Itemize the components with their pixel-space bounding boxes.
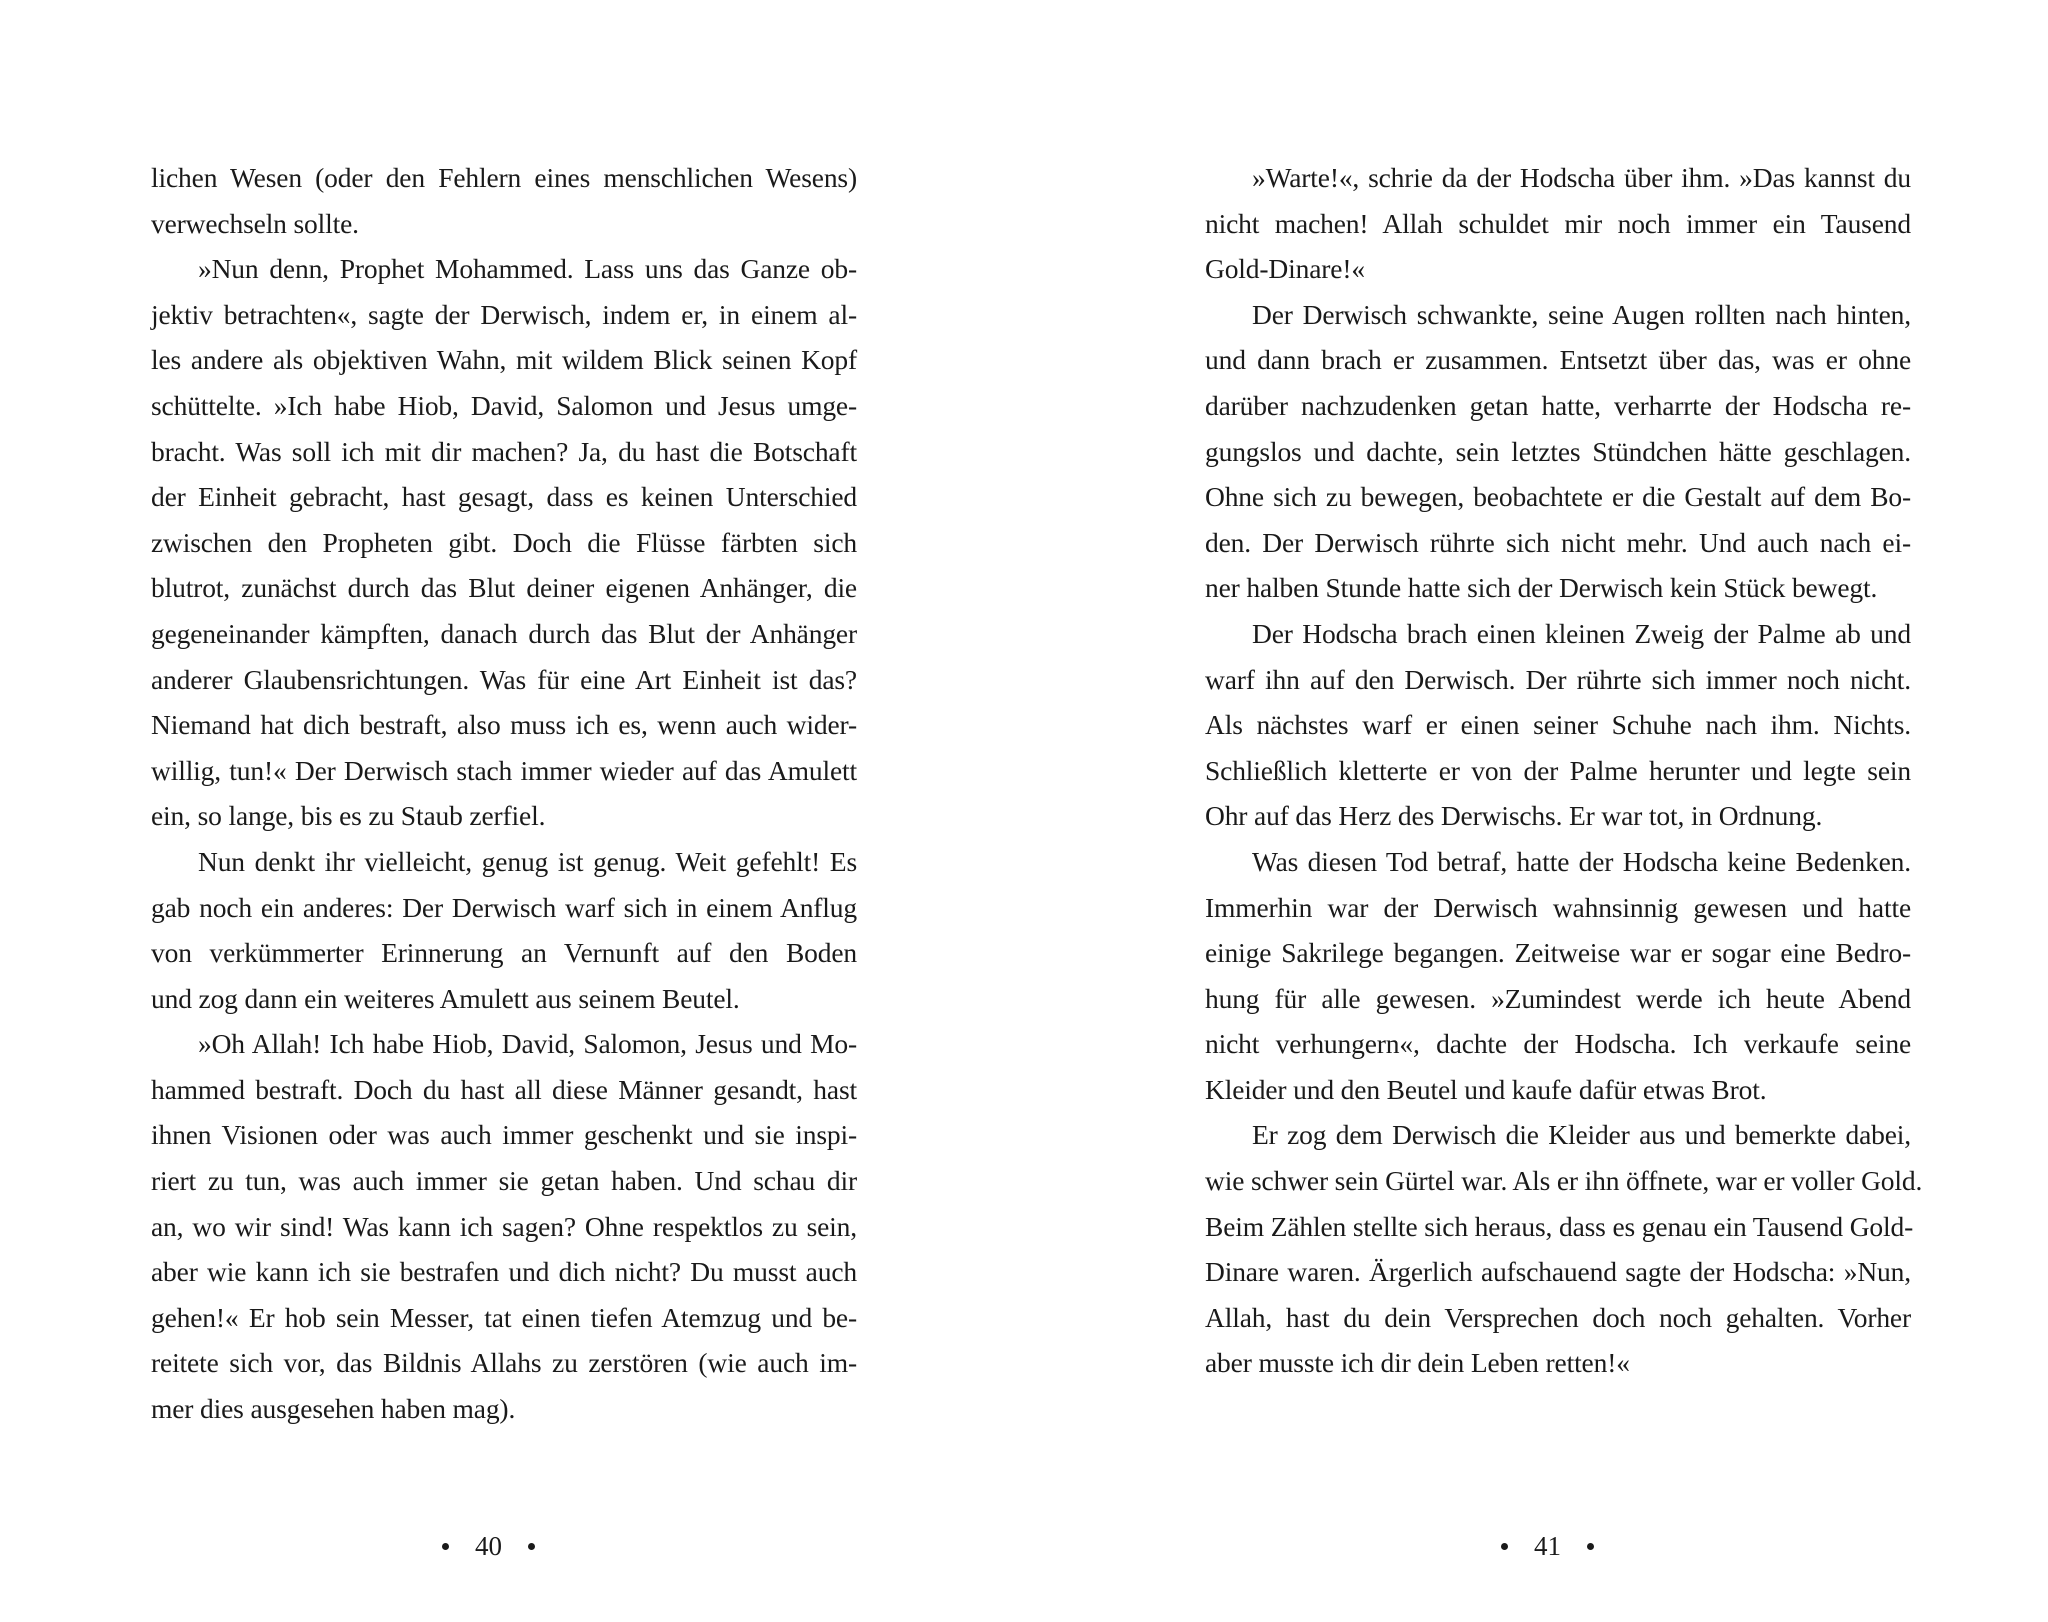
page-number: 40 [475,1531,502,1561]
text-line: und dann brach er zusammen. Entsetzt über das, was er ohne [1205,344,1911,376]
folio-dot-icon [1587,1543,1594,1550]
text-line: hammed bestraft. Doch du hast all diese Männer gesandt, hast [151,1073,857,1105]
folio-dot-icon [1501,1543,1508,1550]
text-line: anderer Glaubensrichtungen. Was für eine Art Einheit ist das? [151,663,857,695]
text-line: gehen!« Er hob sein Messer, tat einen tiefen Atemzug und be- [151,1301,857,1333]
text-line: der Einheit gebracht, hast gesagt, dass es keinen Unterschied [151,481,857,513]
text-line: Ohne sich zu bewegen, beobachtete er die Gestalt auf dem Bo- [1205,481,1911,513]
text-line: Nun denkt ihr vielleicht, genug ist genug. Weit gefehlt! Es [198,845,857,877]
text-line: ein, so lange, bis es zu Staub zerfiel. [151,800,546,832]
text-line: Dinare waren. Ärgerlich aufschauend sagte der Hodscha: »Nun, [1205,1256,1911,1288]
text-line: verwechseln sollte. [151,207,359,239]
text-line: Der Derwisch schwankte, seine Augen rollten nach hinten, [1252,298,1911,330]
text-line: Gold-Dinare!« [1205,253,1365,285]
folio-dot-icon [528,1543,535,1550]
folio-dot-icon [442,1543,449,1550]
text-line: von verkümmerter Erinnerung an Vernunft auf den Boden [151,937,857,969]
text-line: nicht machen! Allah schuldet mir noch immer ein Tausend [1205,207,1911,239]
text-line: Der Hodscha brach einen kleinen Zweig der Palme ab und [1252,617,1911,649]
text-line: »Nun denn, Prophet Mohammed. Lass uns das Ganze ob- [198,253,857,285]
text-line: aber wie kann ich sie bestrafen und dich nicht? Du musst auch [151,1256,857,1288]
text-line: warf ihn auf den Derwisch. Der rührte sich immer noch nicht. [1205,663,1911,695]
text-line: aber musste ich dir dein Leben retten!« [1205,1347,1630,1379]
text-line: Er zog dem Derwisch die Kleider aus und bemerkte dabei, [1252,1119,1911,1151]
text-line: Immerhin war der Derwisch wahnsinnig gewesen und hatte [1205,891,1911,923]
text-line: an, wo wir sind! Was kann ich sagen? Ohne respektlos zu sein, [151,1210,857,1242]
text-line: Kleider und den Beutel und kaufe dafür etwas Brot. [1205,1073,1767,1105]
text-line: »Warte!«, schrie da der Hodscha über ihm. »Das kannst du [1252,162,1911,193]
text-line: mer dies ausgesehen haben mag). [151,1393,516,1425]
text-line: und zog dann ein weiteres Amulett aus seinem Beutel. [151,982,740,1014]
text-line: Beim Zählen stellte sich heraus, dass es genau ein Tausend Gold- [1205,1210,1914,1242]
text-line: hung für alle gewesen. »Zumindest werde ich heute Abend [1205,982,1911,1014]
text-line: gungslos und dachte, sein letztes Stündchen hätte geschlagen. [1205,435,1911,467]
text-line: ner halben Stunde hatte sich der Derwisch kein Stück bewegt. [1205,572,1878,604]
text-line: »Oh Allah! Ich habe Hiob, David, Salomon, Jesus und Mo- [198,1028,857,1060]
text-line: Als nächstes warf er einen seiner Schuhe nach ihm. Nichts. [1205,709,1911,741]
left-page-folio [442,1528,535,1564]
text-line: jektiv betrachten«, sagte der Derwisch, indem er, in einem al- [151,298,857,330]
text-line: blutrot, zunächst durch das Blut deiner eigenen Anhänger, die [151,572,857,604]
text-line: einige Sakrilege begangen. Zeitweise war er sogar eine Bedro- [1205,937,1911,969]
text-line: bracht. Was soll ich mit dir machen? Ja, du hast die Botschaft [151,435,857,467]
text-line: Allah, hast du dein Versprechen doch noch gehalten. Vorher [1205,1301,1911,1333]
text-line: wie schwer sein Gürtel war. Als er ihn öffnete, war er voller Gold. [1205,1165,1923,1197]
text-line: gegeneinander kämpften, danach durch das Blut der Anhänger [151,617,857,649]
text-line: lichen Wesen (oder den Fehlern eines menschlichen Wesens) [151,162,857,193]
text-line: reitete sich vor, das Bildnis Allahs zu zerstören (wie auch im- [151,1347,857,1379]
left-page-text [151,155,857,1432]
text-line: ihnen Visionen oder was auch immer geschenkt und sie inspi- [151,1119,857,1151]
right-page-text [1205,155,1923,1386]
text-line: den. Der Derwisch rührte sich nicht mehr. Und auch nach ei- [1205,526,1911,558]
text-line: Was diesen Tod betraf, hatte der Hodscha keine Bedenken. [1252,845,1911,877]
right-page [1024,0,2048,1622]
text-line: nicht verhungern«, dachte der Hodscha. Ich verkaufe seine [1205,1028,1911,1060]
right-page-folio [1501,1528,1594,1564]
text-line: les andere als objektiven Wahn, mit wildem Blick seinen Kopf [151,344,857,376]
text-line: willig, tun!« Der Derwisch stach immer wieder auf das Amulett [151,754,857,786]
text-line: schüttelte. »Ich habe Hiob, David, Salomon und Jesus umge- [151,389,857,421]
page-number: 41 [1534,1531,1561,1561]
text-line: zwischen den Propheten gibt. Doch die Flüsse färbten sich [151,526,857,558]
text-line: riert zu tun, was auch immer sie getan haben. Und schau dir [151,1165,857,1197]
text-line: Ohr auf das Herz des Derwischs. Er war tot, in Ordnung. [1205,800,1823,832]
text-line: darüber nachzudenken getan hatte, verharrte der Hodscha re- [1205,389,1911,421]
text-line: gab noch ein anderes: Der Derwisch warf sich in einem Anflug [151,891,857,923]
text-line: Schließlich kletterte er von der Palme herunter und legte sein [1205,754,1911,786]
text-line: Niemand hat dich bestraft, also muss ich es, wenn auch wider- [151,709,857,741]
